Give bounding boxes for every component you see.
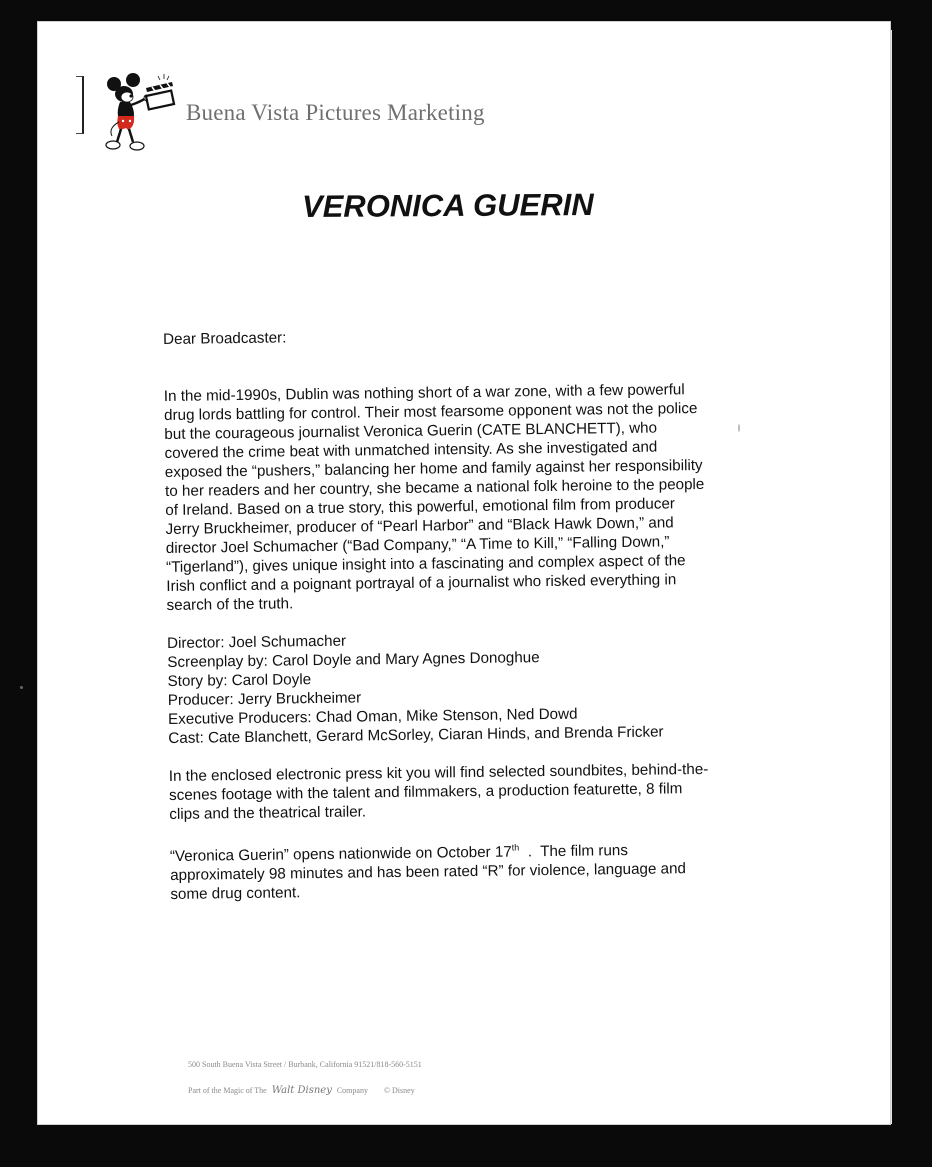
- synopsis-line: In the mid-1990s, Dublin was nothing short of a war zone, with a few powerful: [163, 381, 685, 405]
- release-paragraph: [170, 835, 771, 904]
- credit-director: Director: Joel Schumacher: [166, 632, 347, 652]
- scan-speck: [20, 686, 23, 689]
- synopsis-line: Irish conflict and a poignant portrayal of a journalist who risked everything in: [166, 571, 677, 595]
- credits-list: [167, 626, 768, 748]
- footer-address: 500 South Buena Vista Street / Burbank, California 91521/818-560-5151: [188, 1060, 422, 1069]
- letter-body: [163, 322, 770, 904]
- synopsis-line: “Tigerland”), gives unique insight into a fascinating and complex aspect of the: [165, 552, 686, 576]
- release-runtime-text: . The film runs: [519, 842, 629, 861]
- synopsis-line: covered the crime beat with unmatched intensity. As she investigated and: [164, 438, 658, 462]
- epk-line: clips and the theatrical trailer.: [169, 803, 367, 823]
- synopsis-line: Jerry Bruckheimer, producer of “Pearl Harbor” and “Black Hawk Down,” and: [165, 514, 674, 538]
- mickey-clapperboard-logo-icon: [100, 72, 180, 156]
- synopsis-line: drug lords battling for control. Their most fearsome opponent was not the police: [164, 400, 698, 424]
- synopsis-line: to her readers and her country, she became a national folk heroine to the people: [165, 475, 705, 500]
- salutation: Dear Broadcaster:: [163, 329, 287, 348]
- credit-cast: Cast: Cate Blanchett, Gerard McSorley, Ciaran Hinds, and Brenda Fricker: [168, 723, 664, 747]
- epk-line: scenes footage with the talent and filmmakers, a production featurette, 8 film: [168, 780, 683, 804]
- credit-producer: Producer: Jerry Bruckheimer: [167, 689, 362, 709]
- synopsis-paragraph: [164, 379, 767, 615]
- walt-disney-wordmark: Walt Disney: [271, 1085, 332, 1096]
- synopsis-line: director Joel Schumacher (“Bad Company,” “A Time to Kill,” “Falling Down,”: [165, 533, 670, 557]
- scan-speck: [738, 424, 740, 432]
- synopsis-line: of Ireland. Based on a true story, this powerful, emotional film from producer: [165, 495, 676, 519]
- binder-mark: [76, 76, 84, 134]
- credit-story: Story by: Carol Doyle: [167, 671, 312, 690]
- footer-tagline: [188, 1085, 415, 1096]
- release-line: approximately 98 minutes and has been rated “R” for violence, language and: [170, 860, 687, 885]
- footer-magic-prefix: Part of the Magic of The: [188, 1086, 267, 1095]
- release-line: some drug content.: [170, 884, 301, 904]
- credit-screenplay: Screenplay by: Carol Doyle and Mary Agnes Donoghue: [167, 649, 540, 671]
- synopsis-line: but the courageous journalist Veronica Guerin (CATE BLANCHETT), who: [164, 419, 658, 443]
- epk-paragraph: [169, 759, 770, 824]
- synopsis-line: search of the truth.: [166, 595, 294, 614]
- release-date-text: “Veronica Guerin” opens nationwide on October 17: [169, 843, 512, 866]
- date-superscript: th: [511, 842, 520, 853]
- footer-magic-suffix: Company: [336, 1086, 368, 1095]
- epk-line: In the enclosed electronic press kit you will find selected soundbites, behind-the-: [168, 760, 709, 785]
- synopsis-line: exposed the “pushers,” balancing her home and family against her responsibility: [164, 456, 703, 481]
- company-name: Buena Vista Pictures Marketing: [186, 100, 485, 125]
- document-title: VERONICA GUERIN: [301, 186, 594, 225]
- footer-copyright: © Disney: [383, 1086, 415, 1095]
- credit-executive-producers: Executive Producers: Chad Oman, Mike Stenson, Ned Dowd: [167, 705, 578, 728]
